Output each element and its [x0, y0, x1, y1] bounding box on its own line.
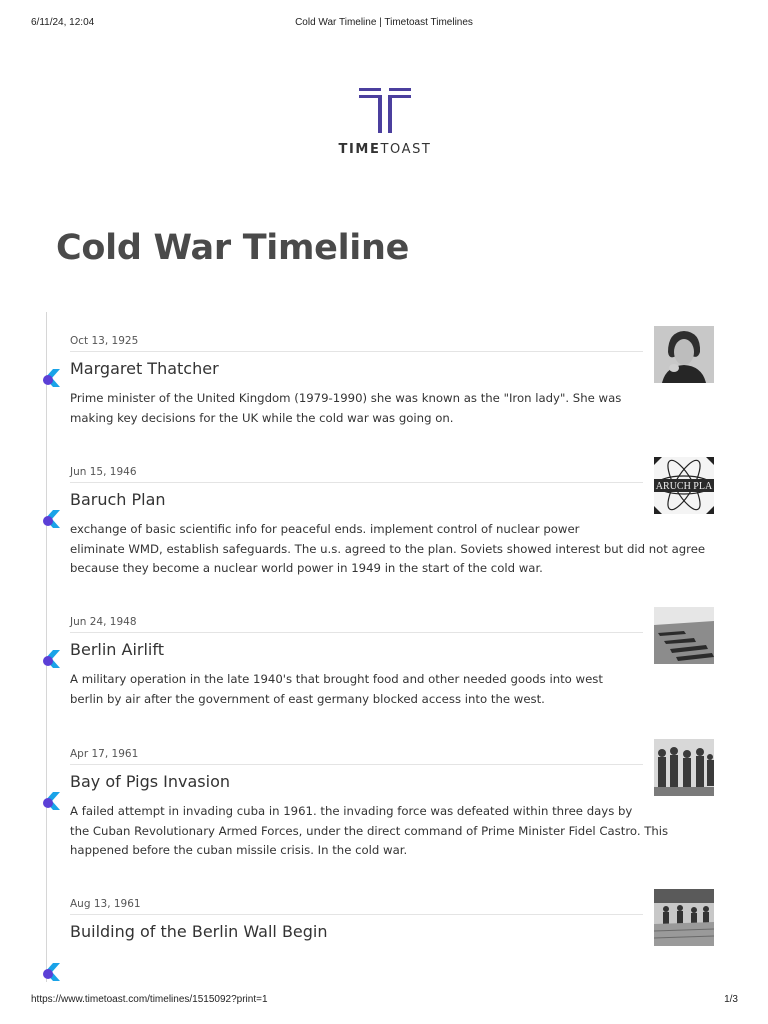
event-date: Oct 13, 1925: [70, 335, 139, 347]
event-description: exchange of basic scientific info for peaceful ends. implement control of nuclear power eliminate WMD, establish safeguards. The u.s. agreed to the plan. Soviets showed interest but did not agree because they become a nuclear world power in 1949 in the start of the cold war.: [70, 522, 706, 575]
timeline-marker-icon: [40, 960, 64, 984]
event-title: Margaret Thatcher: [70, 359, 219, 378]
event-image-airlift[interactable]: [654, 607, 714, 664]
timeline-marker-icon: [40, 507, 64, 531]
event-date: Jun 24, 1948: [70, 616, 137, 628]
atom-emblem-icon: [654, 457, 714, 514]
divider: [70, 482, 643, 483]
event-description: Prime minister of the United Kingdom (1979-1990) she was known as the "Iron lady". She was making key decisions for the UK while the cold war was going on.: [70, 391, 622, 425]
page-number: 1/3: [724, 994, 738, 1005]
logo-wordmark: TIMETOAST: [338, 142, 432, 157]
crowd-photo-icon: [654, 739, 714, 796]
timeline-marker-icon: [40, 789, 64, 813]
event-description: A military operation in the late 1940's that brought food and other needed goods into west berlin by air after the government of east germany blocked access into the west.: [70, 672, 603, 706]
event-image-berlin-wall[interactable]: [654, 889, 714, 946]
print-url: https://www.timetoast.com/timelines/1515092?print=1: [31, 994, 268, 1005]
divider: [70, 351, 643, 352]
event-title: Bay of Pigs Invasion: [70, 772, 231, 791]
event-title: Baruch Plan: [70, 490, 166, 509]
print-date: 6/11/24, 12:04: [31, 17, 95, 28]
timeline-marker-icon: [40, 366, 64, 390]
divider: [70, 914, 643, 915]
page-title: Cold War Timeline: [56, 228, 410, 268]
event-title: Berlin Airlift: [70, 640, 164, 659]
print-page-title: Cold War Timeline | Timetoast Timelines: [295, 17, 473, 28]
print-header: [0, 17, 768, 31]
airfield-photo-icon: [654, 607, 714, 664]
print-footer: [0, 994, 768, 1008]
event-image-bay-of-pigs[interactable]: [654, 739, 714, 796]
event-title: Building of the Berlin Wall Begin: [70, 922, 328, 941]
portrait-photo-icon: [654, 326, 714, 383]
divider: [70, 632, 643, 633]
event-date: Aug 13, 1961: [70, 898, 141, 910]
event-image-baruch-plan[interactable]: [654, 457, 714, 514]
svg-text:ARUCH PLA: ARUCH PLA: [655, 481, 713, 492]
timetoast-logo[interactable]: [334, 86, 436, 158]
event-image-portrait[interactable]: [654, 326, 714, 383]
event-date: Apr 17, 1961: [70, 748, 139, 760]
wall-construction-photo-icon: [654, 889, 714, 946]
divider: [70, 764, 643, 765]
timeline-marker-icon: [40, 647, 64, 671]
event-date: Jun 15, 1946: [70, 466, 137, 478]
event-description: A failed attempt in invading cuba in 1961. the invading force was defeated within three days by the Cuban Revolutionary Armed Forces, under the direct command of Prime Minister Fidel Castro. This happened before the cuban missile crisis. In the cold war.: [70, 804, 669, 857]
timetoast-t-icon: [359, 86, 411, 136]
